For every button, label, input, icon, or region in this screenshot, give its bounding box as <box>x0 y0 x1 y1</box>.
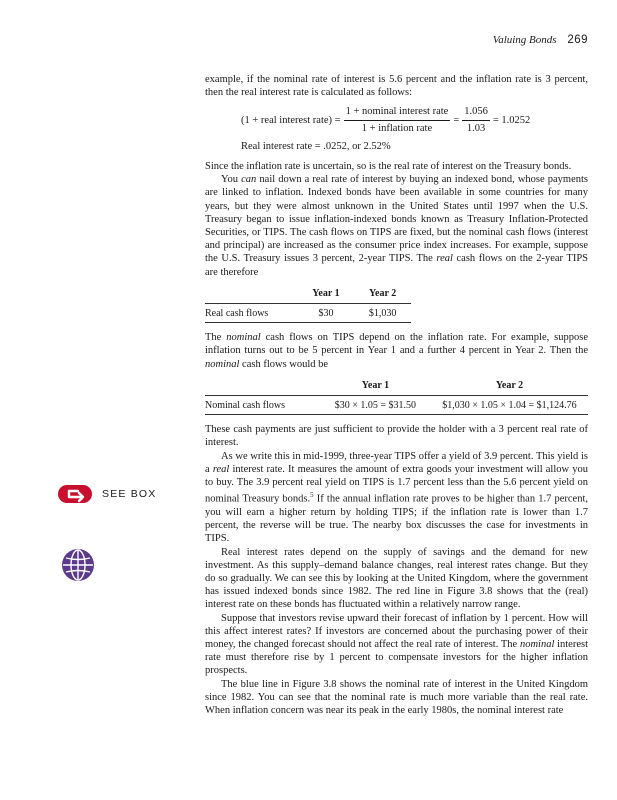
footnote-marker[interactable]: 5 <box>310 491 314 500</box>
page-body <box>205 73 588 717</box>
equation-lhs: (1 + real interest rate) = <box>241 114 341 126</box>
running-header <box>205 34 588 46</box>
real-cash-flows-table <box>205 285 411 323</box>
paragraph-blue-line: The blue line in Figure 3.8 shows the nominal rate of interest in the United Kingdom since 1982. You can see that the nominal rate is much more variable than the real rate. When inflation concern was near its peak in the early 1980s, the nominal interest rate <box>205 678 588 717</box>
paragraph-tips-intro: You can nail down a real rate of interest by buying an indexed bond, whose payments are linked to inflation. Indexed bonds have been available in some countries for many years, but they were almost unknown in the United States until 1997 when the U.S. Treasury began to issue inflation-indexed bonds known as Treasury Inflation-Protected Securities, or TIPS. The cash flows on TIPS are fixed, but the nominal cash flows (interest and principal) are increased as the consumer price index increases. For example, suppose the U.S. Treasury issues 3 percent, 2-year TIPS. The real cash flows on the 2-year TIPS are therefore <box>205 174 589 278</box>
table-header-row: Year 1 Year 2 <box>205 377 588 396</box>
see-box-callout[interactable] <box>58 485 157 503</box>
paragraph-tips-yield: As we write this in mid-1999, three-year TIPS offer a yield of 3.9 percent. This yield is a real interest rate. It measures the amount of extra goods your investment will allow you to buy. The 3.9 percent real yield on TIPS is 1.7 percent less than the 5.6 percent yield on nominal Treasury bonds.$^5$ If the annual inflation rate proves to be higher than 1.7 percent, you will earn a higher return by holding TIPS; if the inflation rate is lower than 1.7 percent, the reverse will be true. The nearby box discusses the case for investments in TIPS. <box>205 450 588 545</box>
fraction-numerator-numeric: 1.056 <box>462 105 490 120</box>
paragraph-uncertainty: Since the inflation rate is uncertain, so is the real rate of interest on the Treasury bonds. <box>205 161 572 173</box>
table-row: Nominal cash flows $30 × 1.05 = $31.50 $1,030 × 1.05 × 1.04 = $1,124.76 <box>205 396 588 415</box>
chapter-title: Valuing Bonds <box>492 34 557 46</box>
fraction-nominal-over-inflation <box>344 105 451 134</box>
fraction-numerator: 1 + nominal interest rate <box>344 105 451 120</box>
paragraph-sufficient: These cash payments are just sufficient to provide the holder with a 3 percent real rate of interest. <box>205 424 588 449</box>
see-box-label: SEE BOX <box>102 488 157 500</box>
table-header-row: Year 1 Year 2 <box>205 285 411 304</box>
fraction-numeric <box>462 105 490 134</box>
equation-result: = 1.0252 <box>492 114 531 126</box>
page-number: 269 <box>567 34 588 46</box>
globe-icon[interactable] <box>61 548 95 582</box>
fraction-denominator-numeric: 1.03 <box>466 122 486 134</box>
red-arrow-icon <box>58 485 92 503</box>
real-rate-result: Real interest rate = .0252, or 2.52% <box>241 140 391 152</box>
paragraph-inflation-forecast: Suppose that investors revise upward their forecast of inflation by 1 percent. How will this affect interest rates? If investors are concerned about the purchasing power of their money, the changed forecast should not affect the real rate of interest. The nominal interest rate must therefore rise by 1 percent to compensate investors for the higher inflation prospects. <box>205 612 588 677</box>
nominal-cash-flows-table <box>205 377 588 415</box>
paragraph-real-rates: Real interest rates depend on the supply of savings and the demand for new investment. As this supply–demand balance changes, real interest rates change. But they do so gradually. We can see this by looking at the United Kingdom, where the government has issued indexed bonds since 1982. The red line in Figure 3.8 shows that the (real) interest rate on these bonds has fluctuated within a relatively narrow range. <box>205 546 588 611</box>
fraction-denominator: 1 + inflation rate <box>361 122 433 134</box>
equals-sign: = <box>453 114 460 126</box>
table-row: Real cash flows $30 $1,030 <box>205 304 411 323</box>
paragraph-nominal-flows: The nominal cash flows on TIPS depend on the inflation rate. For example, suppose inflation turns out to be 5 percent in Year 1 and a further 4 percent in Year 2. Then the nominal cash flows would be <box>205 332 588 370</box>
real-rate-equation <box>241 105 588 134</box>
intro-paragraph: example, if the nominal rate of interest is 5.6 percent and the inflation rate is 3 percent, then the real interest rate is calculated as follows: <box>205 74 588 99</box>
